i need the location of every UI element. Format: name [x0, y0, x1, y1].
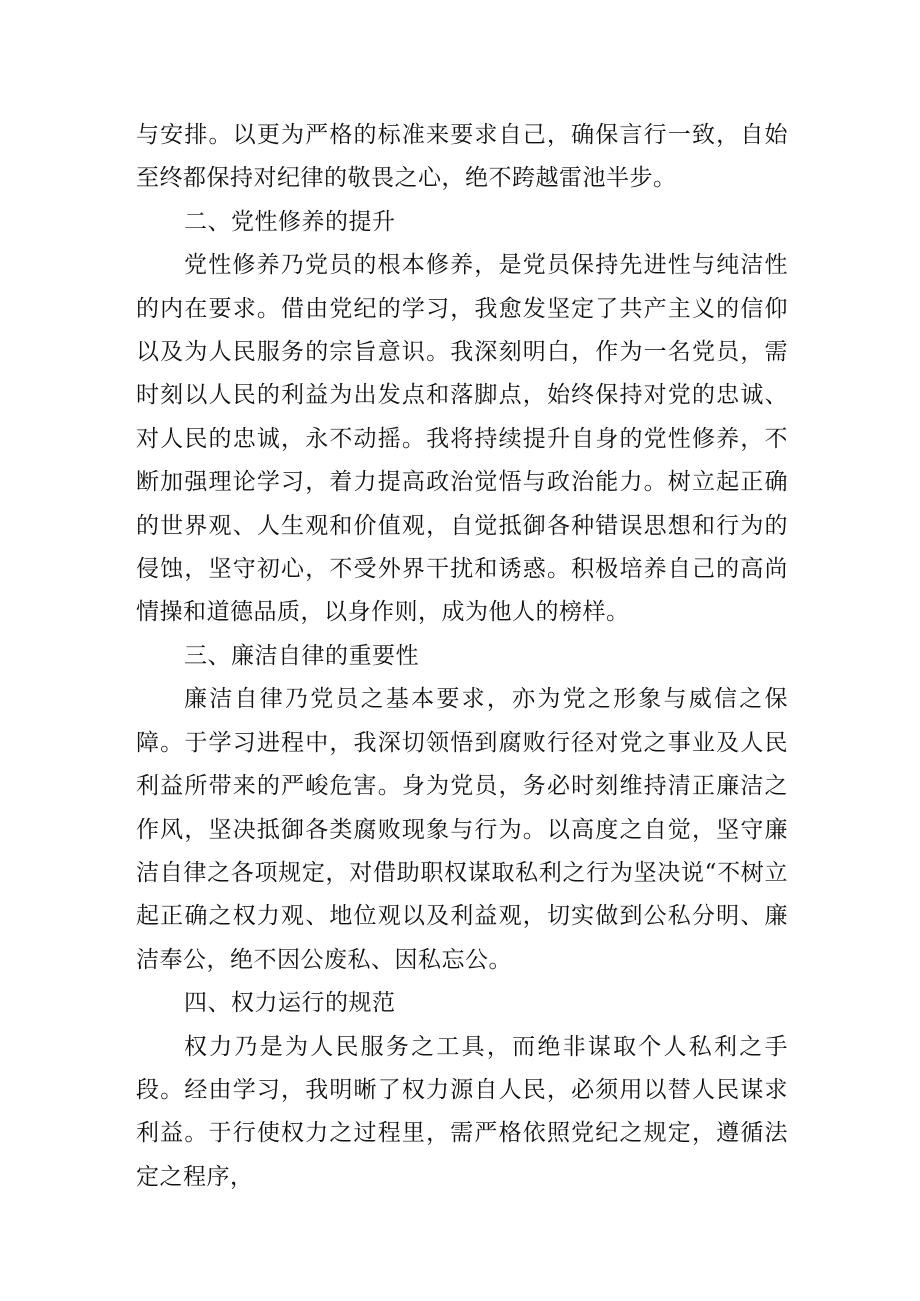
document-body: [136, 114, 788, 1199]
paragraph-integrity: 廉洁自律乃党员之基本要求，亦为党之形象与威信之保障。于学习进程中，我深切领悟到腐败行径对党之事业及人民利益所带来的严峻危害。身为党员，务必时刻维持清正廉洁之作风，坚决抵御各类腐败现象与行为。以高度之自觉，坚守廉洁自律之各项规定，对借助职权谋取私利之行为坚决说“不树立起正确之权力观、地位观以及利益观，切实做到公私分明、廉洁奉公，绝不因公废私、因私忘公。: [136, 686, 788, 973]
continuation-paragraph: 与安排。以更为严格的标准来要求自己，确保言行一致，自始至终都保持对纪律的敬畏之心，绝不跨越雷池半步。: [136, 122, 788, 192]
section-heading-2: 二、党性修养的提升: [184, 208, 396, 235]
section-heading-3: 三、廉洁自律的重要性: [184, 642, 419, 669]
paragraph-power: 权力乃是为人民服务之工具，而绝非谋取个人私利之手段。经由学习，我明晰了权力源自人民，必须用以替人民谋求利益。于行使权力之过程里，需严格依照党纪之规定，遵循法定之程序，: [136, 1033, 788, 1190]
paragraph-party-spirit: 党性修养乃党员的根本修养，是党员保持先进性与纯洁性的内在要求。借由党纪的学习，我愈发坚定了共产主义的信仰以及为人民服务的宗旨意识。我深刻明白，作为一名党员，需时刻以人民的利益为出发点和落脚点，始终保持对党的忠诚、对人民的忠诚，永不动摇。我将持续提升自身的党性修养，不断加强理论学习，着力提高政治觉悟与政治能力。树立起正确的世界观、人生观和价值观，自觉抵御各种错误思想和行为的侵蚀，坚守初心，不受外界干扰和诱惑。积极培养自己的高尚情操和道德品质，以身作则，成为他人的榜样。: [136, 252, 788, 626]
section-heading-4: 四、权力运行的规范: [184, 990, 396, 1017]
